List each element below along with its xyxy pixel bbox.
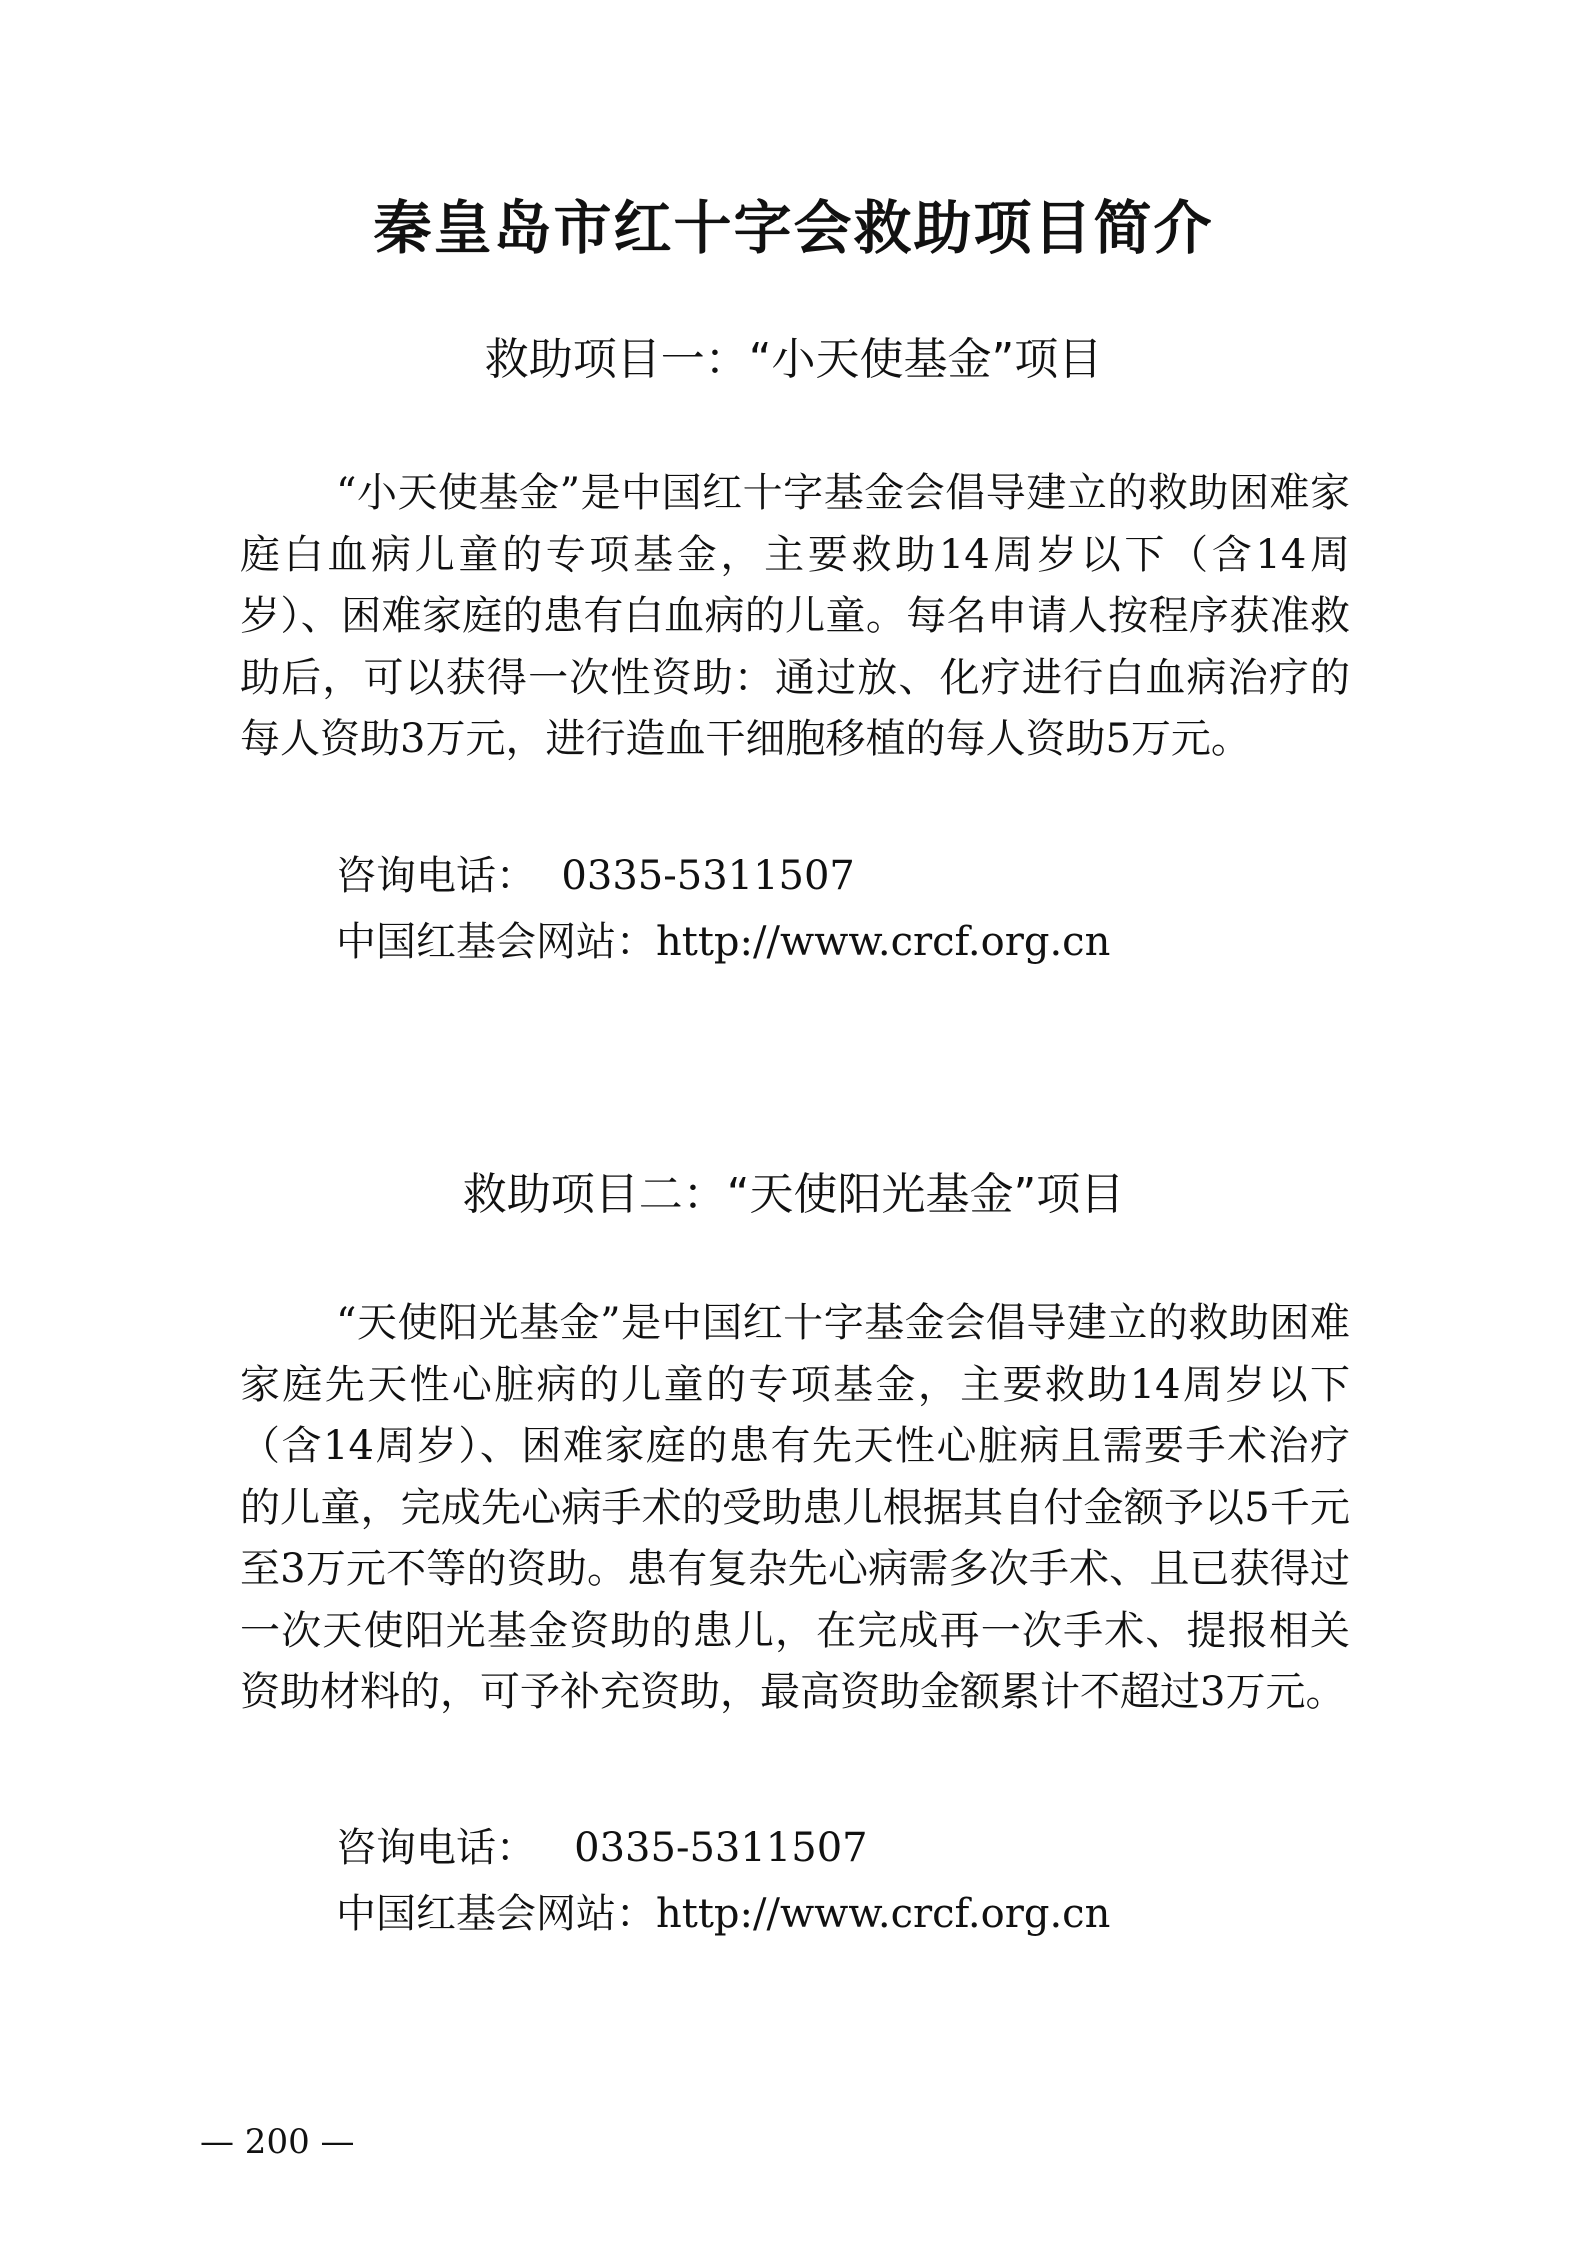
- page-title: 秦皇岛市红十字会救助项目简介: [373, 194, 1214, 262]
- section-1-phone: 咨询电话： 0335-5311507: [336, 853, 855, 899]
- section-1-body: “小天使基金”是中国红十字基金会倡导建立的救助困难家庭白血病儿童的专项基金，主要救助14周岁以下（含14周岁）、困难家庭的患有白血病的儿童。每名申请人按程序获准救助后，可以获得一次性资助：通过放、化疗进行白血病治疗的每人资助3万元，进行造血干细胞移植的每人资助5万元。: [240, 470, 1350, 762]
- section-1-website: 中国红基会网站：http://www.crcf.org.cn: [336, 919, 1111, 965]
- section-2-website: 中国红基会网站：http://www.crcf.org.cn: [336, 1891, 1111, 1937]
- section-2-body: “天使阳光基金”是中国红十字基金会倡导建立的救助困难家庭先天性心脏病的儿童的专项基金，主要救助14周岁以下（含14周岁）、困难家庭的患有先天性心脏病且需要手术治疗的儿童，完成先心病手术的受助患儿根据其自付金额予以5千元至3万元不等的资助。患有复杂先心病需多次手术、且已获得过一次天使阳光基金资助的患儿，在完成再一次手术、提报相关资助材料的，可予补充资助，最高资助金额累计不超过3万元。: [240, 1300, 1350, 1715]
- section-heading-1: 救助项目一：“小天使基金”项目: [484, 334, 1103, 385]
- page-number: — 200 —: [200, 2122, 355, 2162]
- section-2-phone: 咨询电话： 0335-5311507: [336, 1825, 868, 1871]
- section-heading-2: 救助项目二：“天使阳光基金”项目: [462, 1169, 1125, 1220]
